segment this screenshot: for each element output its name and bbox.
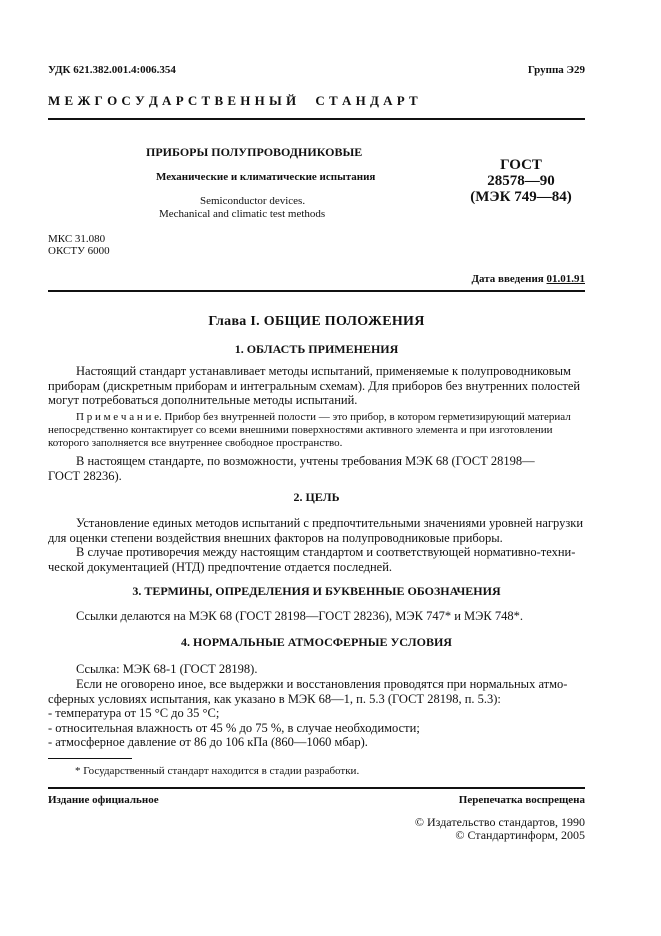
paragraph-line: приборам (дискретным приборам и интегральным схемам). Для приборов без внутренних полостей: [48, 378, 581, 393]
interstate-standard-banner: М Е Ж Г О С У Д А Р С Т В Е Н Н Ы Й С Т А Н Д А Р Т: [48, 93, 419, 108]
paragraph-line: В случае противоречия между настоящим стандартом и соответствующей нормативно-техни-: [76, 545, 576, 559]
list-item: - температура от 15 °С до 35 °С;: [48, 706, 220, 720]
title-en-line-1: Semiconductor devices.: [200, 195, 306, 207]
section-2-title: 2. ЦЕЛЬ: [293, 490, 340, 504]
section-3-paragraph-1: [48, 609, 585, 624]
note-line: П р и м е ч а н и е. Прибор без внутренней полости — это прибор, в котором герметизирующий материал: [76, 411, 571, 423]
gost-label: ГОСТ: [500, 157, 542, 173]
section-1-paragraph-1: [48, 364, 585, 408]
title-rule: [48, 290, 585, 292]
section-4-paragraph-1: [48, 662, 585, 677]
section-2-paragraph-2: [48, 545, 585, 574]
section-4-paragraph-2: [48, 677, 585, 706]
paragraph-line: В настоящем стандарте, по возможности, учтены требования МЭК 68 (ГОСТ 28198—: [76, 454, 535, 468]
paragraph-line: ГОСТ 28236).: [48, 468, 122, 483]
intro-date-value: 01.01.91: [546, 273, 585, 285]
intro-date-label: Дата введения: [471, 273, 544, 285]
udk-code: УДК 621.382.001.4:006.354: [48, 64, 176, 76]
list-item: - относительная влажность от 45 % до 75 %, в случае необходимости;: [48, 720, 420, 735]
footnote-rule: [48, 758, 132, 759]
title-ru: ПРИБОРЫ ПОЛУПРОВОДНИКОВЫЕ: [146, 145, 363, 159]
title-en-line-2: Mechanical and climatic test methods: [159, 208, 326, 220]
paragraph-line: могут потребоваться дополнительные методы испытаний.: [48, 393, 358, 407]
gost-number: 28578—90: [487, 173, 555, 189]
paragraph-line: ческой документацией (НТД) предпочтение отдается последней.: [48, 559, 393, 574]
note-line: непосредственно контактирует со всеми внешними поверхностями активного элемента и при изготовлении: [48, 424, 553, 436]
section-1-paragraph-2: [48, 454, 585, 483]
section-3-title: 3. ТЕРМИНЫ, ОПРЕДЕЛЕНИЯ И БУКВЕННЫЕ ОБОЗНАЧЕНИЯ: [132, 584, 501, 598]
introduction-date: [471, 273, 585, 285]
paragraph-line: для оценки степени воздействия внешних факторов на полупроводниковые приборы.: [48, 530, 503, 545]
footnote: * Государственный стандарт находится в стадии разработки.: [75, 765, 360, 777]
subtitle-ru: Механические и климатические испытания: [156, 171, 376, 183]
list-item: - атмосферное давление от 86 до 106 кПа (860—1060 мбар).: [48, 735, 368, 749]
iec-number: (МЭК 749—84): [470, 189, 572, 205]
okstu-code: ОКСТУ 6000: [48, 245, 110, 257]
group-code: Группа Э29: [527, 64, 585, 76]
paragraph-line: сферных условиях испытания, как указано в МЭК 68—1, п. 5.3 (ГОСТ 28198, п. 5.3):: [48, 691, 501, 706]
chapter-title: Глава I. ОБЩИЕ ПОЛОЖЕНИЯ: [208, 314, 425, 329]
mks-code: МКС 31.080: [48, 233, 106, 245]
header-rule: [48, 118, 585, 120]
section-1-note: [48, 411, 585, 450]
paragraph-line: Ссылки делаются на МЭК 68 (ГОСТ 28198—ГОСТ 28236), МЭК 747* и МЭК 748*.: [76, 609, 523, 623]
paragraph-line: Если не оговорено иное, все выдержки и восстановления проводятся при нормальных атмо-: [76, 677, 568, 691]
section-2-paragraph-1: [48, 516, 585, 545]
copyright-2005: © Стандартинформ, 2005: [455, 828, 585, 842]
section-1-title: 1. ОБЛАСТЬ ПРИМЕНЕНИЯ: [234, 342, 399, 356]
copyright-1990: © Издательство стандартов, 1990: [414, 815, 585, 829]
conditions-list: [48, 706, 585, 750]
reprint-prohibited: Перепечатка воспрещена: [458, 794, 585, 806]
paragraph-line: Установление единых методов испытаний с предпочтительными значениями уровней нагрузки: [76, 516, 584, 530]
footer-rule: [48, 787, 585, 789]
official-edition: Издание официальное: [48, 794, 159, 806]
paragraph-line: Ссылка: МЭК 68-1 (ГОСТ 28198).: [76, 662, 258, 676]
section-4-title: 4. НОРМАЛЬНЫЕ АТМОСФЕРНЫЕ УСЛОВИЯ: [181, 635, 452, 649]
note-label: П р и м е ч а н и е.: [76, 411, 162, 423]
note-line: которого заполняется все внутреннее свободное пространство.: [48, 437, 343, 449]
paragraph-line: Настоящий стандарт устанавливает методы испытаний, применяемые к полупроводниковым: [76, 364, 571, 378]
